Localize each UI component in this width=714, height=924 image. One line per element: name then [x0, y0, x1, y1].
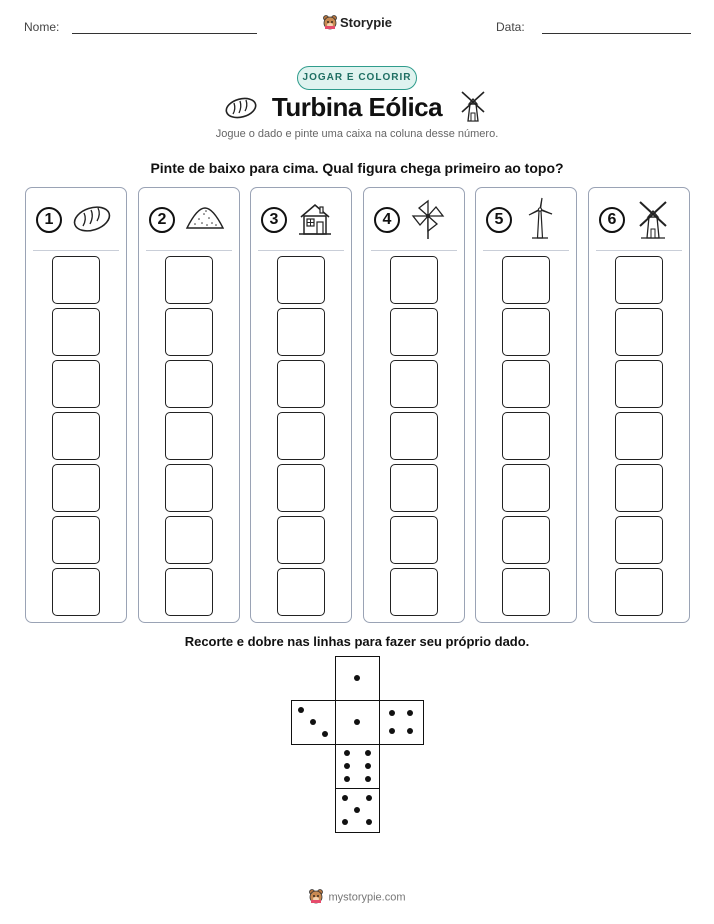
column-header	[26, 200, 126, 240]
column-divider	[33, 250, 119, 251]
column-header	[364, 200, 464, 240]
die-face-1	[335, 656, 380, 701]
die-pip	[344, 750, 350, 756]
column-number: 3	[261, 207, 287, 233]
color-box[interactable]	[502, 256, 550, 304]
bread-icon	[224, 95, 258, 124]
color-box[interactable]	[390, 516, 438, 564]
color-box[interactable]	[277, 360, 325, 408]
die-pip	[344, 776, 350, 782]
game-column	[250, 187, 352, 623]
activity-badge: JOGAR E COLORIR	[297, 66, 417, 90]
page-title: Turbina Eólica	[271, 92, 443, 122]
bread-icon	[72, 201, 112, 242]
die-pip	[407, 728, 413, 734]
cut-instruction: Recorte e dobre nas linhas para fazer seu próprio dado.	[184, 634, 530, 649]
die-pip	[354, 807, 360, 813]
color-box[interactable]	[502, 308, 550, 356]
color-box[interactable]	[165, 516, 213, 564]
die-pip	[354, 675, 360, 681]
color-box[interactable]	[390, 360, 438, 408]
bear-logo-icon	[322, 14, 338, 33]
instruction: Pinte de baixo para cima. Qual figura chega primeiro ao topo?	[150, 160, 564, 176]
color-box[interactable]	[277, 568, 325, 616]
bear-logo-icon	[308, 888, 324, 907]
footer	[0, 888, 714, 907]
die-pip	[354, 719, 360, 725]
color-box[interactable]	[165, 308, 213, 356]
die-pip	[389, 710, 395, 716]
color-box[interactable]	[502, 568, 550, 616]
game-column	[138, 187, 240, 623]
color-box[interactable]	[390, 256, 438, 304]
die-pip	[366, 795, 372, 801]
color-box[interactable]	[615, 360, 663, 408]
column-number: 4	[374, 207, 400, 233]
color-box[interactable]	[502, 360, 550, 408]
die-face-1	[335, 700, 380, 745]
color-box[interactable]	[390, 464, 438, 512]
house-icon	[297, 201, 333, 242]
name-line[interactable]	[72, 33, 257, 34]
color-box[interactable]	[52, 360, 100, 408]
column-divider	[146, 250, 232, 251]
color-box[interactable]	[165, 464, 213, 512]
color-box[interactable]	[165, 568, 213, 616]
die-pip	[310, 719, 316, 725]
color-box[interactable]	[277, 412, 325, 460]
color-box[interactable]	[502, 516, 550, 564]
color-box[interactable]	[52, 256, 100, 304]
column-number: 5	[486, 207, 512, 233]
color-box[interactable]	[390, 412, 438, 460]
color-box[interactable]	[277, 464, 325, 512]
die-pip	[322, 731, 328, 737]
date-line[interactable]	[542, 33, 691, 34]
color-box[interactable]	[165, 412, 213, 460]
game-column	[588, 187, 690, 623]
die-pip	[407, 710, 413, 716]
footer-url[interactable]: mystorypie.com	[328, 891, 406, 904]
brand-name: Storypie	[339, 14, 392, 30]
color-box[interactable]	[502, 412, 550, 460]
column-divider	[596, 250, 682, 251]
game-column	[475, 187, 577, 623]
column-number: 1	[36, 207, 62, 233]
column-number: 2	[149, 207, 175, 233]
column-header	[139, 200, 239, 240]
color-box[interactable]	[615, 308, 663, 356]
die-pip	[365, 763, 371, 769]
color-box[interactable]	[52, 412, 100, 460]
color-box[interactable]	[390, 568, 438, 616]
die-pip	[344, 763, 350, 769]
die-pip	[365, 750, 371, 756]
column-number: 6	[599, 207, 625, 233]
windmill-icon	[635, 199, 671, 244]
color-box[interactable]	[52, 308, 100, 356]
title-row	[0, 92, 714, 126]
column-divider	[258, 250, 344, 251]
sand-pile-icon	[185, 204, 225, 239]
die-face-5	[335, 788, 380, 833]
color-box[interactable]	[52, 464, 100, 512]
color-box[interactable]	[615, 568, 663, 616]
color-box[interactable]	[165, 256, 213, 304]
color-box[interactable]	[52, 568, 100, 616]
die-face-4	[379, 700, 424, 745]
color-box[interactable]	[615, 256, 663, 304]
color-box[interactable]	[390, 308, 438, 356]
color-box[interactable]	[615, 516, 663, 564]
wind-turbine-icon	[522, 197, 558, 246]
die-face-6	[335, 744, 380, 789]
die-pip	[342, 795, 348, 801]
color-box[interactable]	[165, 360, 213, 408]
color-box[interactable]	[615, 464, 663, 512]
brand-logo	[0, 14, 714, 33]
die-pip	[366, 819, 372, 825]
die-pip	[365, 776, 371, 782]
column-header	[251, 200, 351, 240]
column-divider	[371, 250, 457, 251]
name-label: Nome:	[24, 20, 60, 34]
game-column	[363, 187, 465, 623]
die-pip	[342, 819, 348, 825]
color-box[interactable]	[52, 516, 100, 564]
column-header	[589, 200, 689, 240]
pinwheel-icon	[410, 198, 446, 245]
windmill-icon	[459, 90, 487, 127]
color-box[interactable]	[277, 516, 325, 564]
color-box[interactable]	[277, 308, 325, 356]
date-label: Data:	[496, 20, 525, 34]
column-header	[476, 200, 576, 240]
subtitle: Jogue o dado e pinte uma caixa na coluna desse número.	[215, 128, 499, 140]
game-column	[25, 187, 127, 623]
die-pip	[389, 728, 395, 734]
color-box[interactable]	[615, 412, 663, 460]
color-box[interactable]	[277, 256, 325, 304]
die-pip	[298, 707, 304, 713]
column-divider	[483, 250, 569, 251]
die-face-3	[291, 700, 336, 745]
color-box[interactable]	[502, 464, 550, 512]
